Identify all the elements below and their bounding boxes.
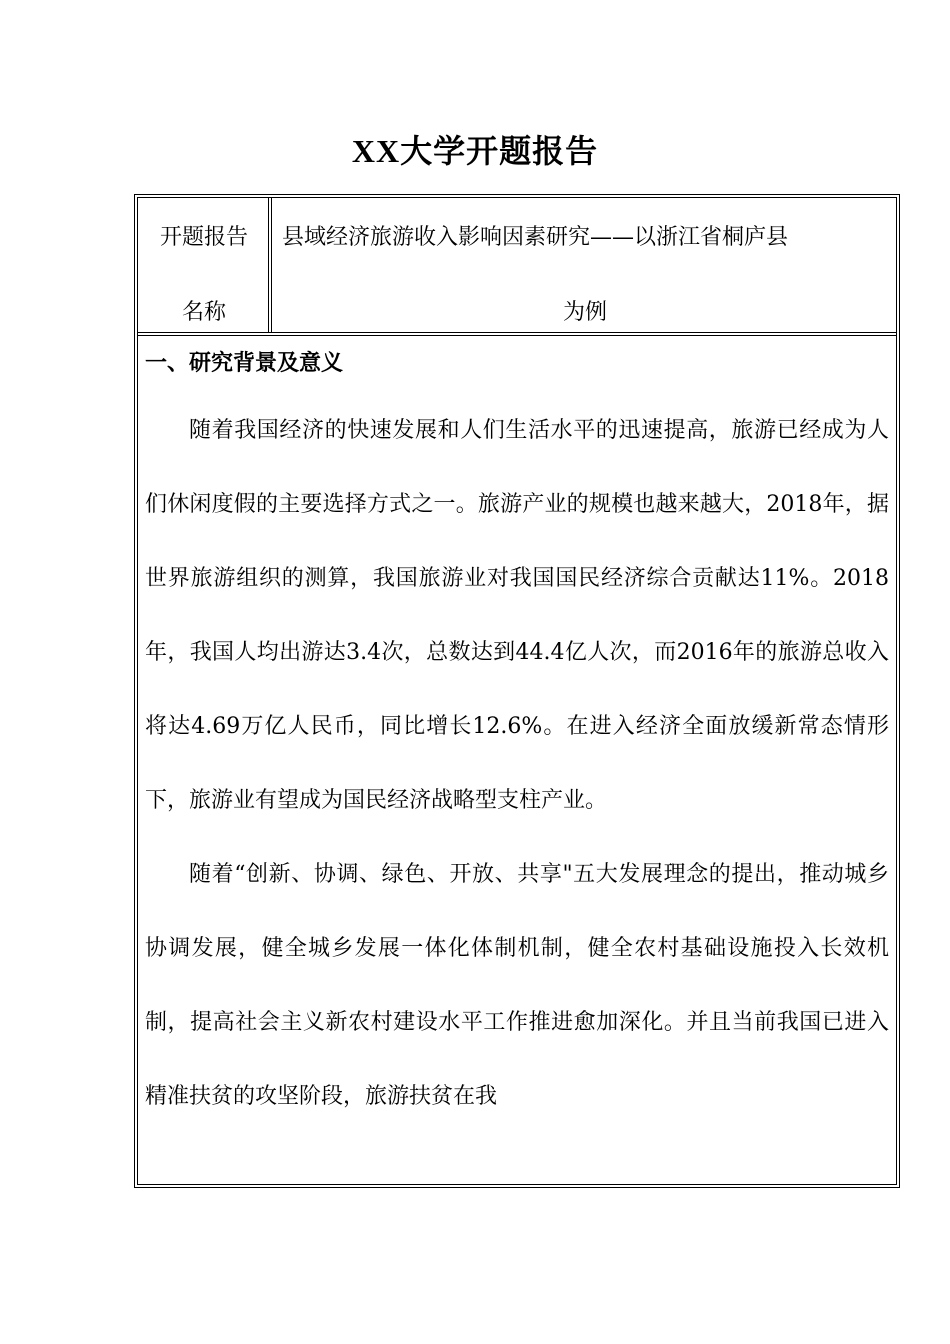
report-name-value-cell — [282, 200, 888, 350]
page-title: XX大学开题报告 — [351, 133, 599, 169]
body-paragraph: 随着“创新、协调、绿色、开放、共享"五大发展理念的提出，推动城乡协调发展，健全城乡发展一体化体制机制，健全农村基础设施投入长效机制，提高社会主义新农村建设水平工作推进愈加深化。并且当前我国已进入精准扶贫的攻坚阶段，旅游扶贫在我 — [145, 862, 889, 1109]
report-name-value-line1: 县域经济旅游收入影响因素研究——以浙江省桐庐县 — [282, 225, 789, 250]
section-body — [145, 394, 889, 1134]
report-name-value-line2: 为例 — [562, 300, 607, 325]
body-paragraph: 随着我国经济的快速发展和人们生活水平的迅速提高，旅游已经成为人们休闲度假的主要选择方式之一。旅游产业的规模也越来越大，2018年，据世界旅游组织的测算，我国旅游业对我国国民经济综合贡献达11%。2018年，我国人均出游达3.4次，总数达到44.4亿人次，而2016年的旅游总收入将达4.69万亿人民币，同比增长12.6%。在进入经济全面放缓新常态情形下，旅游业有望成为国民经济战略型支柱产业。 — [145, 418, 889, 813]
cell-divider-vertical — [271, 197, 272, 333]
report-name-label-cell — [140, 200, 268, 350]
section-heading: 一、研究背景及意义 — [145, 350, 344, 376]
report-name-label-line2: 名称 — [181, 300, 226, 325]
report-name-label-line1: 开题报告 — [159, 225, 248, 250]
cell-divider-vertical — [268, 197, 269, 333]
